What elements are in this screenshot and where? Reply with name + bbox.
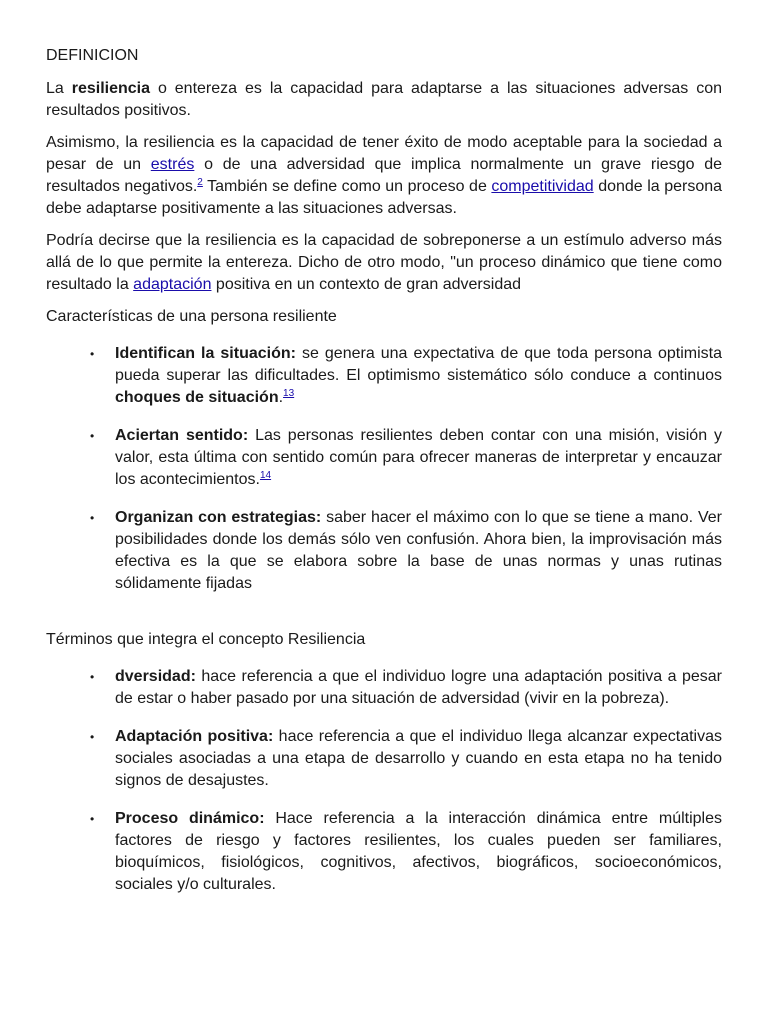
item-end: . bbox=[278, 389, 284, 406]
footnote-ref bbox=[260, 470, 271, 481]
item-text: saber hacer el máximo con lo que se tiene a mano. Ver posibilidades donde los demás sólo ven confusión. Ahora bien, la improvisación más efectiva es la que se elabora sobre la base de unas normas y unas rutinas sólidamente fijadas bbox=[115, 509, 723, 592]
terms-list bbox=[46, 666, 722, 896]
definition-paragraph bbox=[46, 78, 722, 122]
item-bold-phrase: choques de situación bbox=[115, 389, 279, 406]
text-run: positiva en un contexto de gran adversidad bbox=[211, 276, 522, 293]
item-text: se genera una expectativa de que toda persona optimista pueda superar las dificultades. El optimismo sistemático sólo conduce a continuos bbox=[115, 345, 722, 384]
page-title: DEFINICION bbox=[46, 47, 139, 64]
item-term: dversidad: bbox=[115, 668, 196, 685]
text-run: o entereza es la capacidad para adaptarse a las situaciones adversas con resultados positivos. bbox=[46, 80, 722, 119]
link-adaptacion[interactable]: adaptación bbox=[133, 276, 212, 293]
item-term: Organizan con estrategias: bbox=[115, 509, 322, 526]
list-item bbox=[46, 425, 722, 491]
item-term: Proceso dinámico: bbox=[115, 810, 265, 827]
item-term: Adaptación positiva: bbox=[115, 728, 274, 745]
list-item bbox=[46, 507, 722, 595]
item-term: Aciertan sentido: bbox=[115, 427, 249, 444]
bold-term: resiliencia bbox=[71, 80, 151, 97]
paragraph-3 bbox=[46, 230, 722, 296]
item-text: hace referencia a que el individuo llega alcanzar expectativas sociales asociadas a una etapa de desarrollo y cuando en esta etapa no ha tenido signos de desajustes. bbox=[115, 728, 722, 789]
text-run: donde la persona debe adaptarse positivamente a las situaciones adversas. bbox=[46, 178, 723, 217]
item-term: Identifican la situación: bbox=[115, 345, 296, 362]
footnote-link-14[interactable]: 14 bbox=[259, 470, 272, 481]
list-item bbox=[46, 808, 722, 896]
list-item bbox=[46, 666, 722, 710]
link-estres[interactable]: estrés bbox=[150, 156, 195, 173]
item-text: hace referencia a que el individuo logre una adaptación positiva a pesar de estar o haber pasado por una situación de adversidad (vivir en la pobreza). bbox=[115, 668, 722, 707]
item-text: Las personas resilientes deben contar con una misión, visión y valor, esta última con sentido común para ofrecer maneras de interpretar y encauzar los acontecimientos. bbox=[115, 427, 723, 488]
text-run: Podría decirse que la resiliencia es la capacidad de sobreponerse a un estímulo adverso más allá de lo que permite la entereza. Dicho de otro modo, "un proceso dinámico que tiene como resultado la bbox=[46, 232, 722, 293]
item-text: Hace referencia a la interacción dinámica entre múltiples factores de riesgo y factores resilientes, los cuales pueden ser familiares, bioquímicos, fisiológicos, cognitivos, afectivos, biográficos, socioeconómicos, sociales y/o culturales. bbox=[115, 810, 722, 893]
footnote-link-2[interactable]: 2 bbox=[197, 177, 203, 188]
footnote-ref bbox=[283, 388, 294, 399]
document-body bbox=[46, 45, 722, 912]
section-spacer bbox=[46, 611, 722, 629]
footnote-link-13[interactable]: 13 bbox=[283, 388, 295, 399]
link-competitividad[interactable]: competitividad bbox=[491, 178, 594, 195]
list-item bbox=[46, 726, 722, 792]
characteristics-list bbox=[46, 343, 722, 595]
text-run: Asimismo, la resiliencia es la capacidad de tener éxito de modo aceptable para la sociedad a pesar de un bbox=[46, 134, 722, 173]
list-item bbox=[46, 343, 722, 409]
text-run: También se define como un proceso de bbox=[202, 178, 492, 195]
text-run: La bbox=[46, 80, 72, 97]
paragraph-2 bbox=[46, 132, 722, 220]
text-run: o de una adversidad que implica normalmente un grave riesgo de resultados negativos. bbox=[46, 156, 722, 195]
section-title-terminos: Términos que integra el concepto Resiliencia bbox=[46, 631, 366, 648]
section-title-caracteristicas: Características de una persona resiliente bbox=[46, 308, 337, 325]
